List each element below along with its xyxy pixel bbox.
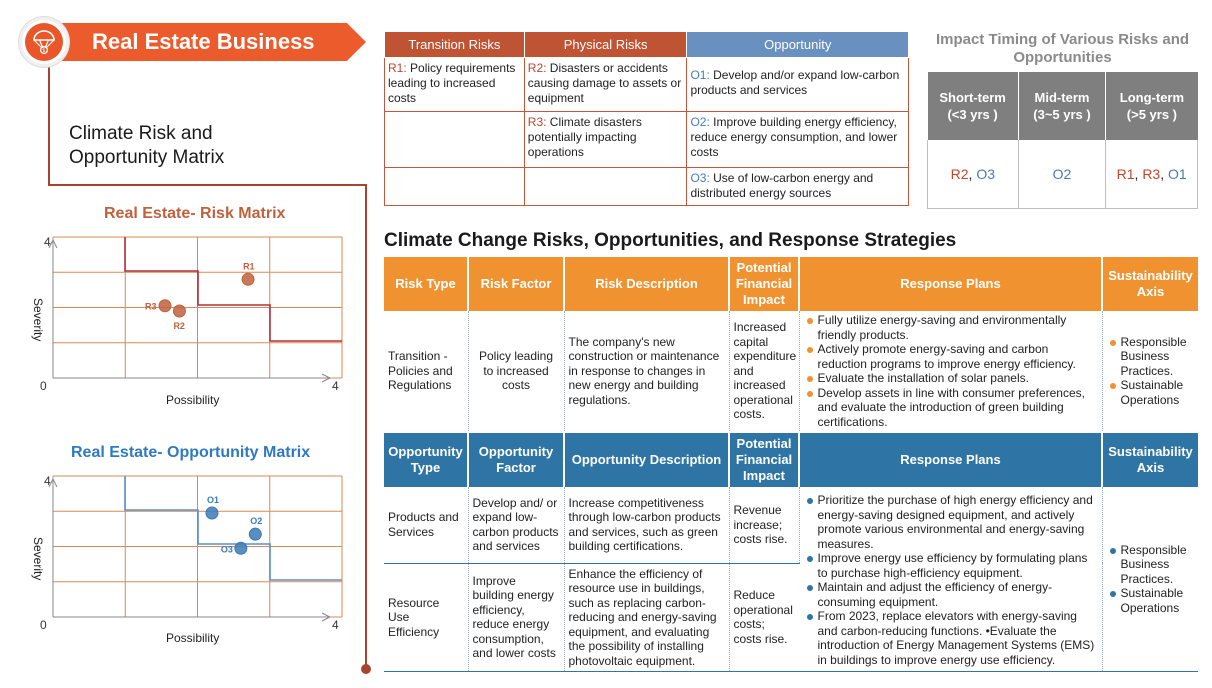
opportunity-code: O3	[976, 165, 996, 182]
opportunity-code: O3:	[690, 171, 710, 185]
opportunity-factor-cell: Improve building energy efficiency, reduce energy consumption, and lower costs	[468, 563, 564, 671]
list-item: Actively promote energy-saving and carbon reduction programs to improve energy efficiency.	[804, 342, 1098, 371]
risk-description-cell: The company's new construction or maintenance in response to changes in new energy and building regulations.	[564, 311, 729, 431]
connector-line	[48, 184, 366, 186]
list-item: Evaluate the installation of solar panels.	[804, 371, 1098, 386]
header-financial-impact: Potential Financial Impact	[729, 433, 799, 487]
sustainability-axis-cell	[1102, 311, 1198, 431]
point-o1	[206, 507, 218, 519]
x-max-label: 4	[332, 618, 339, 632]
point-r2	[173, 305, 185, 317]
short-term-items: R2, O3	[928, 140, 1019, 208]
y-max-label: 4	[44, 235, 51, 249]
list-item: From 2023, replace elevators with energy-saving and carbon-reducing functions. •Evaluate the introduction of Energy Management Systems (EMS) in buildings to improve energy use efficiency.	[804, 609, 1098, 667]
term-name: Long-term	[1119, 90, 1185, 105]
table-row	[384, 487, 1198, 563]
header-mid-term	[1018, 72, 1106, 140]
page-title: Real Estate Business	[92, 29, 315, 54]
opportunity-matrix-title: Real Estate- Opportunity Matrix	[71, 444, 311, 461]
connector-line	[365, 184, 367, 668]
point-r3	[159, 300, 171, 312]
point-label-o3: O3	[220, 544, 233, 555]
term-name: Short-term	[939, 90, 1006, 105]
term-range: (3~5 yrs )	[1033, 107, 1091, 122]
header-response-plans: Response Plans	[799, 257, 1102, 311]
parachute-dollar-icon	[31, 29, 57, 55]
svg-text:$: $	[42, 48, 46, 54]
opportunity-text: Use of low-carbon energy and distributed energy sources	[690, 171, 874, 200]
x-min-label: 0	[40, 618, 47, 632]
point-label-o2: O2	[250, 516, 263, 527]
x-max-label: 4	[332, 379, 339, 393]
opportunity-text: Improve building energy efficiency, reduce energy consumption, and lower costs	[690, 115, 898, 159]
header-risk-type: Risk Type	[384, 257, 468, 311]
point-label-r1: R1	[243, 261, 255, 272]
list-item: Prioritize the purchase of high energy efficiency and energy-saving designed equipment, and actively promote various environmental and energy-saving measures.	[804, 493, 1098, 551]
matrix-heading	[69, 122, 224, 170]
list-item: Maintain and adjust the efficiency of energy-consuming equipment.	[804, 580, 1098, 609]
header-risk-description: Risk Description	[564, 257, 729, 311]
sustainability-axis-cell	[1102, 487, 1198, 671]
risk-code: R3:	[527, 115, 547, 129]
risk-code: R1:	[388, 61, 407, 75]
empty-cell	[385, 112, 525, 168]
list-item: Sustainable Operations	[1107, 378, 1195, 407]
point-label-r2: R2	[173, 321, 185, 332]
opportunity-item-o1	[687, 58, 909, 112]
header-sustainability-axis: Sustainability Axis	[1102, 433, 1198, 487]
risk-threshold-line	[125, 237, 342, 341]
opportunity-code: O1	[1168, 165, 1187, 182]
grid	[53, 237, 342, 378]
data-points	[206, 495, 262, 554]
list-item: Responsible Business Practices.	[1107, 543, 1195, 587]
opportunity-description-cell: Enhance the efficiency of resource use in buildings, such as replacing carbon-reducing and energy-saving equipment, and evaluating the possibility of installing photovoltaic equipment.	[564, 563, 729, 671]
section-title: Climate Change Risks, Opportunities, and Response Strategies	[384, 230, 957, 251]
impact-timing-table	[927, 72, 1198, 209]
risk-code: R2:	[527, 61, 547, 75]
header-opportunity-factor: Opportunity Factor	[468, 433, 564, 487]
header-physical-risks: Physical Risks	[524, 32, 687, 58]
term-range: (>5 yrs )	[1126, 107, 1178, 122]
list-item: Develop assets in line with consumer preferences, and evaluate the introduction of green building certifications.	[804, 386, 1098, 430]
list-item: Improve energy use efficiency by formulating plans to purchase high-efficiency equipment.	[804, 551, 1098, 580]
risk-opportunity-list-table	[384, 31, 909, 206]
point-o3	[235, 542, 247, 554]
header-sustainability-axis: Sustainability Axis	[1102, 257, 1198, 311]
opportunity-factor-cell: Develop and/ or expand low-carbon products and services	[468, 487, 564, 563]
opportunity-matrix-chart	[18, 471, 348, 651]
financial-impact-cell: Increased capital expenditure and increased operational costs.	[729, 311, 799, 431]
header-risk-factor: Risk Factor	[468, 257, 564, 311]
risk-text: Disasters or accidents causing damage to assets or equipment	[527, 61, 682, 105]
header-opportunity: Opportunity	[687, 32, 909, 58]
table-row	[384, 311, 1198, 431]
x-axis-label: Possibility	[166, 393, 220, 407]
grid	[53, 476, 342, 617]
point-r1	[242, 273, 254, 285]
header-opportunity-type: Opportunity Type	[384, 433, 468, 487]
financial-impact-cell: Revenue increase; costs rise.	[729, 487, 799, 563]
response-plans-cell	[799, 487, 1102, 671]
matrix-heading-line1: Climate Risk and	[69, 123, 213, 144]
response-plans-cell	[799, 311, 1102, 431]
empty-cell	[524, 168, 687, 206]
risk-item-r3	[524, 112, 687, 168]
point-label-o1: O1	[206, 495, 219, 506]
table-bottom-rule	[384, 671, 1198, 672]
risk-code: R3	[1142, 165, 1161, 182]
opportunity-type-cell: Resource Use Efficiency	[384, 563, 468, 671]
financial-impact-cell: Reduce operational costs; costs rise.	[733, 588, 793, 646]
term-name: Mid-term	[1034, 90, 1090, 105]
opportunity-code: O2:	[690, 115, 710, 129]
x-min-label: 0	[40, 379, 47, 393]
mid-term-items	[1018, 140, 1106, 208]
risk-code: R2	[950, 165, 969, 182]
y-max-label: 4	[44, 474, 51, 488]
point-o2	[249, 528, 261, 540]
opportunity-code: O2	[1052, 165, 1072, 182]
risk-factor-cell: Policy leading to increased costs	[468, 311, 564, 431]
opportunity-item-o2	[687, 112, 909, 168]
risk-type-cell: Transition - Policies and Regulations	[384, 311, 468, 431]
long-term-items: R1, R3, O1	[1106, 140, 1198, 208]
risk-item-r1	[385, 58, 525, 112]
header-opportunity-description: Opportunity Description	[564, 433, 729, 487]
logo-badge	[19, 17, 69, 67]
point-label-r3: R3	[144, 301, 157, 312]
risk-text: Policy requirements leading to increased costs	[388, 61, 516, 105]
risk-matrix-chart	[18, 232, 348, 412]
opportunity-item-o3	[687, 168, 909, 206]
header-short-term	[928, 72, 1019, 140]
header-response-plans: Response Plans	[799, 433, 1102, 487]
risk-matrix-title: Real Estate- Risk Matrix	[104, 205, 286, 222]
risk-code: R1	[1116, 165, 1135, 182]
impact-timing-title: Impact Timing of Various Risks and Opportunities	[935, 31, 1190, 66]
opportunity-text: Develop and/or expand low-carbon products and services	[690, 68, 900, 97]
header-long-term	[1106, 72, 1198, 140]
connector-dot	[361, 664, 371, 674]
opportunity-response-table	[384, 433, 1198, 671]
empty-cell	[385, 168, 525, 206]
opportunity-type-cell: Products and Services	[384, 487, 468, 563]
opportunity-code: O1:	[690, 68, 710, 82]
matrix-heading-line2: Opportunity Matrix	[69, 147, 225, 168]
risk-item-r2	[524, 58, 687, 112]
risk-text: Climate disasters potentially impacting operations	[527, 115, 642, 159]
term-range: (<3 yrs )	[947, 107, 998, 122]
connector-line	[48, 60, 50, 185]
list-item: Fully utilize energy-saving and environmentally friendly products.	[804, 313, 1098, 342]
risk-response-table	[384, 257, 1198, 431]
header-transition-risks: Transition Risks	[385, 32, 525, 58]
list-item: Responsible Business Practices.	[1107, 335, 1195, 379]
opportunity-threshold-line	[125, 476, 342, 580]
y-axis-label: Severity	[31, 537, 45, 581]
header-financial-impact: Potential Financial Impact	[729, 257, 799, 311]
x-axis-label: Possibility	[166, 631, 220, 645]
opportunity-description-cell: Increase competitiveness through low-carbon products and services, such as green building certifications.	[564, 487, 729, 563]
y-axis-label: Severity	[31, 298, 45, 342]
list-item: Sustainable Operations	[1107, 586, 1195, 615]
